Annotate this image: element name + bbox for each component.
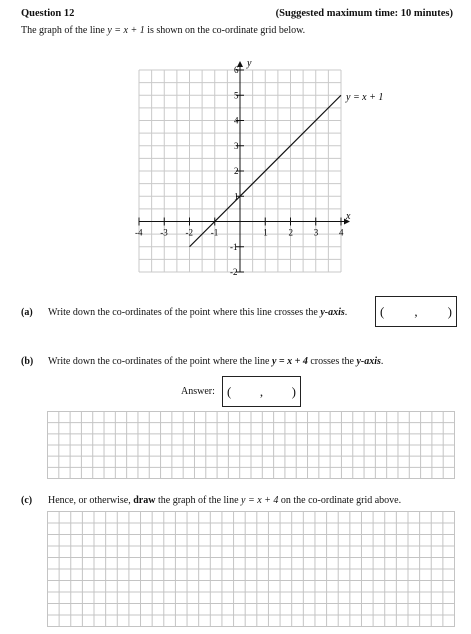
y-tick-label: 2 bbox=[234, 166, 239, 176]
part-b-text-after: . bbox=[380, 356, 384, 367]
part-b-equation: y = x + 4 bbox=[271, 356, 308, 367]
x-tick-label: -2 bbox=[185, 227, 193, 238]
y-tick-label: 5 bbox=[234, 90, 239, 101]
part-b-label: (b) bbox=[21, 356, 34, 367]
part-c-text bbox=[48, 495, 401, 506]
part-c-bold-word: draw bbox=[133, 495, 156, 506]
working-grid-c[interactable] bbox=[47, 511, 455, 627]
part-a-label: (a) bbox=[21, 307, 33, 318]
part-c-text-mid: the graph of the line bbox=[155, 495, 242, 506]
question-number: Question 12 bbox=[21, 8, 75, 19]
part-b-comma: , bbox=[259, 383, 264, 399]
part-a-open-paren: ( bbox=[380, 303, 385, 319]
part-b-open-paren: ( bbox=[227, 383, 232, 399]
y-tick-label: 6 bbox=[234, 65, 239, 75]
x-tick-label: 1 bbox=[263, 227, 268, 238]
x-tick-label: -3 bbox=[160, 227, 168, 238]
part-a-answer-box[interactable] bbox=[375, 296, 457, 327]
part-c-text-after: on the co-ordinate grid above. bbox=[278, 495, 402, 506]
y-axis-label: y bbox=[247, 58, 252, 69]
x-tick-label: 3 bbox=[313, 227, 319, 238]
working-grid-b[interactable] bbox=[47, 411, 455, 479]
graph-axes bbox=[139, 61, 350, 272]
part-b-text-before: Write down the co-ordinates of the point where the line bbox=[48, 356, 272, 367]
suggested-time: (Suggested maximum time: 10 minutes) bbox=[275, 8, 453, 19]
intro-text-after: is shown on the co-ordinate grid below. bbox=[144, 25, 306, 36]
part-b-answer-label: Answer: bbox=[181, 386, 215, 397]
intro-text-before: The graph of the line bbox=[21, 25, 108, 36]
intro-equation: y = x + 1 bbox=[107, 25, 145, 36]
y-tick-label: -1 bbox=[230, 241, 238, 252]
part-a-text-after: . bbox=[344, 307, 348, 318]
x-tick-label: -1 bbox=[210, 227, 219, 238]
part-a-comma: , bbox=[414, 303, 418, 319]
part-b-close-paren: ) bbox=[291, 383, 296, 399]
x-tick-label: 4 bbox=[339, 227, 344, 238]
x-axis-label: x bbox=[346, 211, 351, 222]
x-tick-label: 2 bbox=[288, 227, 293, 238]
part-c-label: (c) bbox=[21, 495, 33, 506]
y-tick-label: -2 bbox=[230, 267, 238, 277]
y-tick-label: 4 bbox=[234, 115, 239, 126]
part-c-equation: y = x + 4 bbox=[241, 495, 279, 506]
part-a-text-before: Write down the co-ordinates of the point where this line crosses the bbox=[48, 307, 321, 318]
part-a-close-paren: ) bbox=[447, 303, 452, 319]
part-b-answer-box[interactable] bbox=[222, 376, 301, 407]
part-a-text bbox=[48, 307, 347, 318]
part-c-text-before: Hence, or otherwise, bbox=[48, 495, 134, 506]
y-tick-label: 1 bbox=[234, 191, 239, 202]
part-a-axis: y-axis bbox=[320, 307, 345, 318]
x-tick-label: -4 bbox=[135, 227, 143, 238]
part-b-axis: y-axis bbox=[356, 356, 381, 367]
part-b-text bbox=[48, 356, 383, 367]
line-label: y = x + 1 bbox=[346, 92, 384, 103]
part-b-text-mid: crosses the bbox=[307, 356, 357, 367]
y-tick-label: 3 bbox=[234, 140, 239, 151]
